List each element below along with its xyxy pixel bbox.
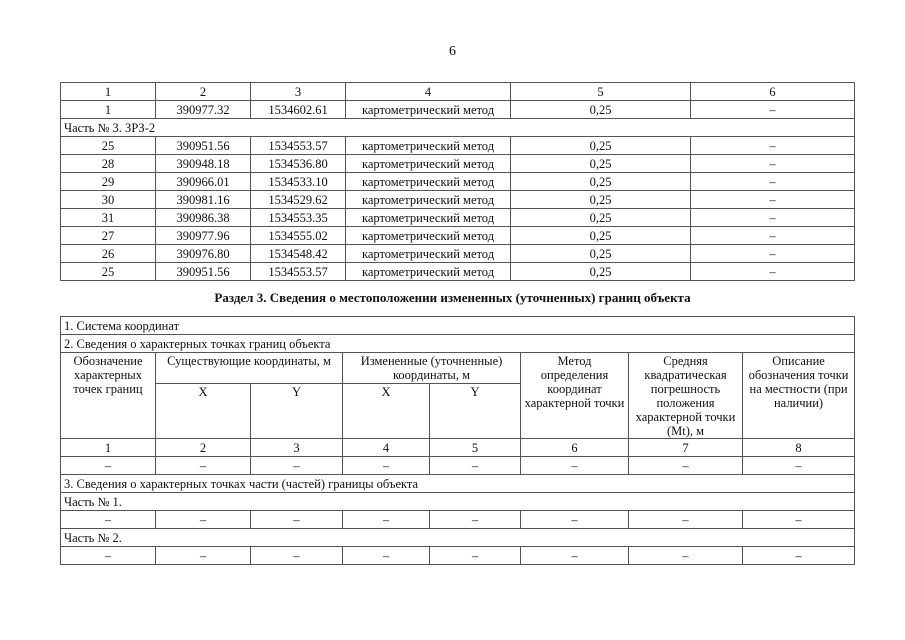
parts-info-row: [61, 475, 855, 493]
coord-system-cell: 1. Система координат: [61, 317, 855, 335]
table-cell: –: [691, 191, 855, 209]
table-cell: 0,25: [511, 137, 691, 155]
table-cell: 8: [743, 439, 855, 457]
table-cell: –: [430, 511, 521, 529]
table-cell: –: [430, 547, 521, 565]
table-cell: картометрический метод: [346, 101, 511, 119]
table-cell: 4: [346, 83, 511, 101]
table-cell: 1534553.57: [251, 263, 346, 281]
part1-label-row: [61, 493, 855, 511]
header-designation: Обозначение характерных точек границ: [61, 353, 156, 439]
table-cell: 390976.80: [156, 245, 251, 263]
table-cell: 4: [343, 439, 430, 457]
table-cell: 0,25: [511, 227, 691, 245]
header-row: [61, 83, 855, 101]
table-cell: 390977.32: [156, 101, 251, 119]
part1-row: [61, 511, 855, 529]
table-cell: –: [691, 155, 855, 173]
table-cell: картометрический метод: [346, 263, 511, 281]
table-cell: –: [251, 547, 343, 565]
table-cell: картометрический метод: [346, 137, 511, 155]
header-row: [61, 353, 855, 384]
table-cell: 27: [61, 227, 156, 245]
table-cell: картометрический метод: [346, 209, 511, 227]
table-cell: –: [691, 245, 855, 263]
header-existing-x: X: [156, 384, 251, 439]
table-cell: 26: [61, 245, 156, 263]
table-cell: –: [521, 547, 629, 565]
header-description: Описание обозначения точки на местности (при наличии): [743, 353, 855, 439]
table-cell: 1534536.80: [251, 155, 346, 173]
points-info-cell: 2. Сведения о характерных точках границ объекта: [61, 335, 855, 353]
table-cell: –: [251, 457, 343, 475]
part2-row: [61, 547, 855, 565]
table-cell: 1: [61, 439, 156, 457]
table-cell: –: [343, 457, 430, 475]
table-cell: 2: [156, 439, 251, 457]
table-cell: 1534602.61: [251, 101, 346, 119]
table-cell: 390977.96: [156, 227, 251, 245]
table-cell: –: [691, 227, 855, 245]
table-cell: –: [156, 547, 251, 565]
table-cell: 0,25: [511, 173, 691, 191]
table-cell: 3: [251, 439, 343, 457]
header-existing-y: Y: [251, 384, 343, 439]
section-3-title: Раздел 3. Сведения о местоположении измененных (уточненных) границ объекта: [214, 290, 691, 305]
table-cell: –: [343, 511, 430, 529]
table-cell: 0,25: [511, 209, 691, 227]
table-cell: 1: [61, 101, 156, 119]
table-cell: 28: [61, 155, 156, 173]
table-row: [61, 101, 855, 119]
table-row: [61, 155, 855, 173]
table-cell: –: [629, 547, 743, 565]
table-row: [61, 245, 855, 263]
header-changed-x: X: [343, 384, 430, 439]
table-cell: –: [430, 457, 521, 475]
table-cell: –: [61, 511, 156, 529]
table-cell: –: [156, 457, 251, 475]
table-cell: 25: [61, 263, 156, 281]
table-cell: 390951.56: [156, 137, 251, 155]
table-cell: картометрический метод: [346, 245, 511, 263]
table-cell: 0,25: [511, 191, 691, 209]
table-row: [61, 227, 855, 245]
table-cell: 25: [61, 137, 156, 155]
table-cell: –: [629, 511, 743, 529]
table-cell: 390981.16: [156, 191, 251, 209]
header-changed-coordinates: Измененные (уточненные) координаты, м: [343, 353, 521, 384]
table-row: [61, 209, 855, 227]
part-label-row: [61, 119, 855, 137]
table-cell: 1534548.42: [251, 245, 346, 263]
table-cell: 1: [61, 83, 156, 101]
table-cell: 0,25: [511, 155, 691, 173]
table-cell: 29: [61, 173, 156, 191]
table-cell: 3: [251, 83, 346, 101]
table-cell: 390948.18: [156, 155, 251, 173]
table-cell: 1534553.57: [251, 137, 346, 155]
table-cell: –: [251, 511, 343, 529]
table-cell: 0,25: [511, 245, 691, 263]
table-cell: 31: [61, 209, 156, 227]
table-cell: –: [691, 173, 855, 191]
header-method: Метод определения координат характерной точки: [521, 353, 629, 439]
table-cell: 6: [691, 83, 855, 101]
header-error: Средняя квадратическая погрешность положения характерной точки (Mt), м: [629, 353, 743, 439]
column-numbers-row: [61, 439, 855, 457]
table-cell: 1534555.02: [251, 227, 346, 245]
header-changed-y: Y: [430, 384, 521, 439]
table-cell: картометрический метод: [346, 155, 511, 173]
table-cell: –: [691, 137, 855, 155]
coordinates-table: [60, 82, 855, 281]
table-cell: –: [691, 263, 855, 281]
table-cell: картометрический метод: [346, 173, 511, 191]
dash-row: [61, 457, 855, 475]
part-label: Часть № 3. ЗРЗ-2: [61, 119, 855, 137]
table-cell: –: [61, 457, 156, 475]
table-cell: –: [343, 547, 430, 565]
table-cell: 390951.56: [156, 263, 251, 281]
table-cell: –: [691, 101, 855, 119]
points-info-row: [61, 335, 855, 353]
table-cell: –: [691, 209, 855, 227]
table-row: [61, 137, 855, 155]
table-cell: –: [156, 511, 251, 529]
part2-label: Часть № 2.: [61, 529, 855, 547]
table-cell: картометрический метод: [346, 191, 511, 209]
table-cell: –: [743, 547, 855, 565]
table-cell: 30: [61, 191, 156, 209]
table-cell: 390966.01: [156, 173, 251, 191]
table-cell: –: [521, 457, 629, 475]
table-cell: 390986.38: [156, 209, 251, 227]
changed-boundaries-table: [60, 316, 855, 565]
table-cell: –: [743, 511, 855, 529]
table-cell: 1534533.10: [251, 173, 346, 191]
coord-system-row: [61, 317, 855, 335]
table-cell: 0,25: [511, 263, 691, 281]
table-cell: 1534529.62: [251, 191, 346, 209]
table-cell: картометрический метод: [346, 227, 511, 245]
table-cell: 0,25: [511, 101, 691, 119]
table-row: [61, 173, 855, 191]
table-cell: 5: [430, 439, 521, 457]
table-row: [61, 191, 855, 209]
table-cell: 2: [156, 83, 251, 101]
table-cell: 6: [521, 439, 629, 457]
table-cell: 1534553.35: [251, 209, 346, 227]
table-cell: –: [521, 511, 629, 529]
table-cell: –: [61, 547, 156, 565]
table-cell: 7: [629, 439, 743, 457]
table-cell: –: [743, 457, 855, 475]
table-cell: –: [629, 457, 743, 475]
page-number: 6: [449, 44, 456, 59]
part1-label: Часть № 1.: [61, 493, 855, 511]
parts-info-cell: 3. Сведения о характерных точках части (частей) границы объекта: [61, 475, 855, 493]
table-row: [61, 263, 855, 281]
header-existing-coordinates: Существующие координаты, м: [156, 353, 343, 384]
table-cell: 5: [511, 83, 691, 101]
part2-label-row: [61, 529, 855, 547]
